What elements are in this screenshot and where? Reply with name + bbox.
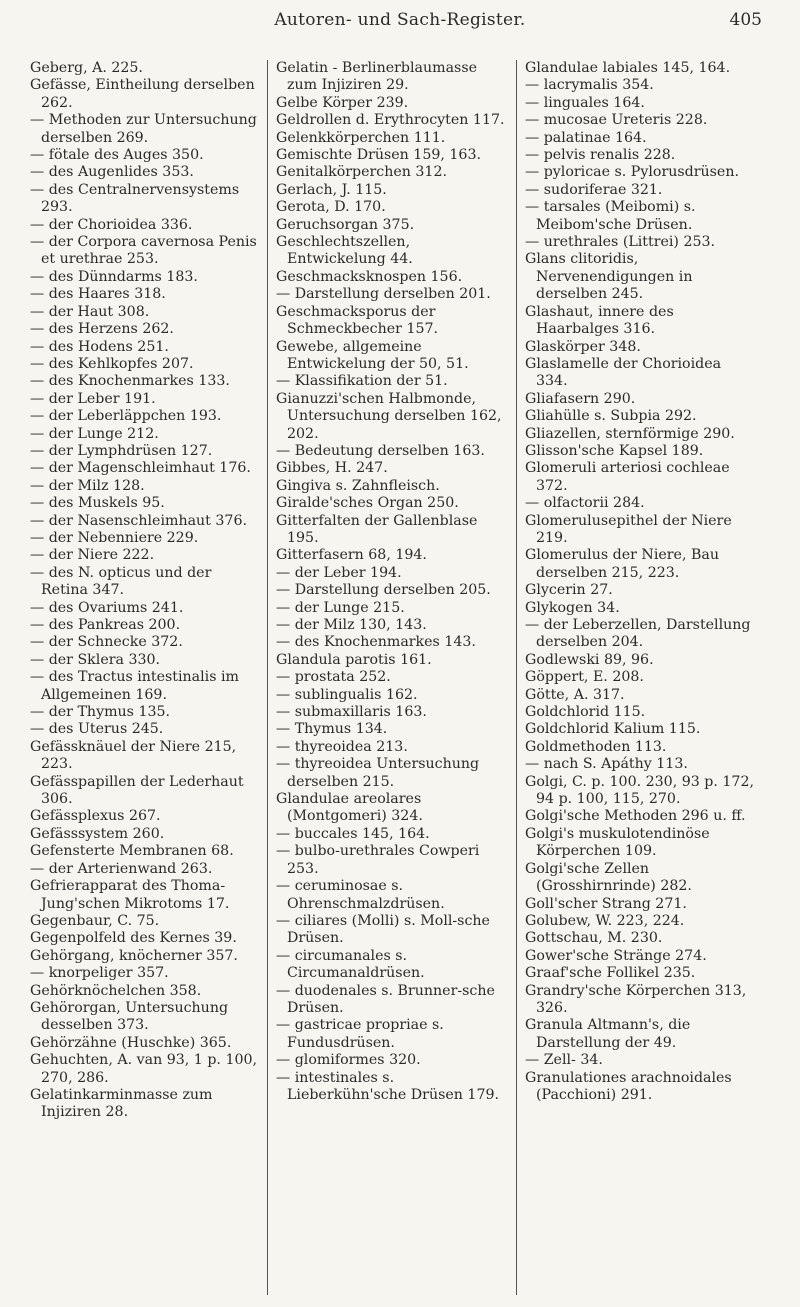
index-entry: — palatinae 164.	[525, 129, 647, 146]
index-entry: — des Muskels 95.	[30, 495, 165, 512]
index-entry: — der Corpora cavernosa Penis et urethrae 253.	[30, 234, 257, 268]
index-entry: — des Centralnervensystems 293.	[30, 181, 240, 216]
index-column-1	[30, 60, 260, 1122]
index-column-2	[276, 60, 506, 1104]
column-divider	[516, 60, 517, 1295]
index-entry: Götte, A. 317.	[525, 686, 625, 703]
index-entry: Golgi'sche Zellen (Grosshirnrinde) 282.	[525, 860, 692, 895]
index-entry: — thyreoidea Untersuchung derselben 215.	[276, 756, 480, 790]
index-entry: Gefrierapparat des Thoma-Jung'schen Mikrotoms 17.	[30, 878, 230, 912]
index-entry: Goldchlorid 115.	[525, 704, 646, 721]
index-entry: — der Arterienwand 263.	[30, 860, 213, 877]
index-entry: — der Schnecke 372.	[30, 634, 183, 651]
index-entry: Gefensterte Membranen 68.	[30, 843, 234, 860]
index-entry: — prostata 252.	[276, 669, 391, 686]
index-entry: Gefässpapillen der Lederhaut 306.	[30, 773, 244, 808]
index-entry: — des Ovariums 241.	[30, 599, 184, 616]
index-entry: Glomeruli arteriosi cochleae 372.	[525, 460, 730, 494]
index-entry: — glomiformes 320.	[276, 1052, 421, 1069]
index-entry: — der Milz 128.	[30, 477, 145, 494]
index-entry: Godlewski 89, 96.	[525, 651, 654, 668]
index-entry: Goldmethoden 113.	[525, 738, 667, 755]
index-entry: Gemischte Drüsen 159, 163.	[276, 147, 481, 164]
index-entry: — des Knochenmarkes 143.	[276, 634, 476, 651]
index-entry: — der Magenschleimhaut 176.	[30, 460, 251, 477]
index-entry: Gehörknöchelchen 358.	[30, 982, 202, 999]
index-entry: Gelatin - Berlinerblaumasse zum Injiziren 29.	[276, 60, 477, 94]
index-entry: — ciliares (Molli) s. Moll-sche Drüsen.	[276, 912, 490, 947]
index-entry: Geberg, A. 225.	[30, 60, 143, 76]
index-entry: — der Chorioidea 336.	[30, 216, 193, 233]
index-entry: Gliazellen, sternförmige 290.	[525, 425, 735, 442]
index-entry: Glaslamelle der Chorioidea 334.	[525, 355, 722, 390]
index-entry: Gitterfalten der Gallenblase 195.	[276, 512, 478, 546]
index-entry: — gastricae propriae s. Fundusdrüsen.	[276, 1017, 444, 1051]
index-entry: — pyloricae s. Pylorusdrüsen.	[525, 164, 739, 181]
index-entry: — der Leberläppchen 193.	[30, 408, 222, 425]
index-entry: Gerlach, J. 115.	[276, 181, 387, 198]
index-entry: — pelvis renalis 228.	[525, 147, 676, 164]
index-entry: — der Leberzellen, Darstellung derselben 204.	[525, 617, 751, 651]
index-entry: Gibbes, H. 247.	[276, 460, 388, 477]
index-entry: Glisson'sche Kapsel 189.	[525, 442, 704, 459]
index-entry: — duodenales s. Brunner-sche Drüsen.	[276, 982, 495, 1016]
index-entry: — des Knochenmarkes 133.	[30, 373, 230, 390]
index-columns	[30, 60, 775, 1295]
index-entry: — linguales 164.	[525, 94, 645, 111]
index-entry: — circumanales s. Circumanaldrüsen.	[276, 947, 425, 982]
index-entry: — submaxillaris 163.	[276, 704, 427, 721]
index-entry: Gianuzzi'schen Halbmonde, Untersuchung derselben 162, 202.	[276, 390, 502, 442]
index-entry: — sublingualis 162.	[276, 686, 418, 703]
index-entry: — der Niere 222.	[30, 547, 155, 564]
index-entry: — tarsales (Meibomi) s. Meibom'sche Drüsen.	[525, 199, 696, 233]
index-entry: Glaskörper 348.	[525, 338, 641, 355]
index-entry: Geschlechtszellen, Entwickelung 44.	[276, 234, 413, 268]
index-entry: — des Haares 318.	[30, 286, 166, 303]
running-title: Autoren- und Sach-Register.	[274, 10, 526, 30]
index-entry: — ceruminosae s. Ohrenschmalzdrüsen.	[276, 878, 445, 912]
index-entry: Geruchsorgan 375.	[276, 216, 415, 233]
index-entry: Golgi's muskulotendinöse Körperchen 109.	[525, 825, 710, 860]
index-entry: — der Lunge 215.	[276, 599, 405, 616]
index-entry: Gehörorgan, Untersuchung desselben 373.	[30, 999, 229, 1034]
index-entry: — Zell- 34.	[525, 1052, 603, 1069]
index-entry: Glans clitoridis, Nervenendigungen in derselben 245.	[525, 251, 693, 303]
index-entry: Glandulae areolares (Montgomeri) 324.	[276, 791, 423, 825]
index-entry: — buccales 145, 164.	[276, 825, 430, 842]
index-entry: Glykogen 34.	[525, 599, 620, 616]
index-entry: — des Kehlkopfes 207.	[30, 355, 194, 372]
index-entry: Geldrollen d. Erythrocyten 117.	[276, 112, 505, 129]
index-entry: Gerota, D. 170.	[276, 199, 386, 216]
index-entry: — des Dünndarms 183.	[30, 268, 198, 285]
index-entry: Golgi'sche Methoden 296 u. ff.	[525, 808, 746, 825]
index-entry: — Darstellung derselben 205.	[276, 582, 491, 599]
index-entry: — der Thymus 135.	[30, 704, 171, 721]
index-entry: Gliafasern 290.	[525, 390, 636, 407]
index-entry: — intestinales s. Lieberkühn'sche Drüsen 179.	[276, 1069, 500, 1103]
index-entry: Göppert, E. 208.	[525, 669, 644, 686]
index-entry: Glandula parotis 161.	[276, 651, 432, 668]
index-entry: — des Augenlides 353.	[30, 164, 194, 181]
index-entry: Goldchlorid Kalium 115.	[525, 721, 701, 738]
index-entry: Gelenkkörperchen 111.	[276, 129, 446, 146]
index-entry: Grandry'sche Körperchen 313, 326.	[525, 982, 747, 1016]
index-entry: Genitalkörperchen 312.	[276, 164, 447, 181]
index-entry: — nach S. Apáthy 113.	[525, 756, 688, 773]
index-entry: Gefässknäuel der Niere 215, 223.	[30, 738, 237, 773]
index-entry: — der Nasenschleimhaut 376.	[30, 512, 247, 529]
index-entry: — der Sklera 330.	[30, 651, 161, 668]
index-entry: — des Herzens 262.	[30, 321, 174, 338]
index-entry: — fötale des Auges 350.	[30, 147, 204, 164]
index-entry: Gottschau, M. 230.	[525, 930, 663, 947]
index-entry: Gehörzähne (Huschke) 365.	[30, 1034, 232, 1051]
index-entry: Gehuchten, A. van 93, 1 p. 100, 270, 286.	[30, 1052, 258, 1086]
index-entry: Granula Altmann's, die Darstellung der 49.	[525, 1017, 691, 1051]
page-header	[0, 8, 800, 38]
index-entry: Glomerulusepithel der Niere 219.	[525, 512, 732, 546]
index-entry: — der Leber 191.	[30, 390, 156, 407]
index-entry: Golubew, W. 223, 224.	[525, 912, 685, 929]
index-entry: — der Nebenniere 229.	[30, 529, 199, 546]
index-entry: — Thymus 134.	[276, 721, 388, 738]
index-entry: — bulbo-urethrales Cowperi 253.	[276, 843, 480, 877]
index-entry: Giralde'sches Organ 250.	[276, 495, 459, 512]
index-entry: — des Uterus 245.	[30, 721, 164, 738]
index-entry: Gegenbaur, C. 75.	[30, 912, 160, 929]
index-entry: Golgi, C. p. 100. 230, 93 p. 172, 94 p. 100, 115, 270.	[525, 773, 754, 808]
index-entry: Geschmacksporus der Schmeckbecher 157.	[276, 303, 439, 338]
index-entry: Gliahülle s. Subpia 292.	[525, 408, 697, 425]
index-entry: — lacrymalis 354.	[525, 77, 654, 94]
index-entry: — urethrales (Littrei) 253.	[525, 234, 716, 251]
index-entry: — des N. opticus und der Retina 347.	[30, 564, 212, 599]
index-entry: Gegenpolfeld des Kernes 39.	[30, 930, 237, 947]
index-entry: — des Hodens 251.	[30, 338, 169, 355]
index-entry: — Darstellung derselben 201.	[276, 286, 491, 303]
index-entry: — des Tractus intestinalis im Allgemeinen 169.	[30, 669, 239, 703]
index-entry: Gelatinkarminmasse zum Injiziren 28.	[30, 1086, 213, 1121]
index-entry: — des Pankreas 200.	[30, 617, 181, 633]
index-entry: — Klassifikation der 51.	[276, 373, 448, 390]
index-entry: Gelbe Körper 239.	[276, 94, 409, 111]
page-number: 405	[729, 10, 762, 30]
index-entry: — Methoden zur Untersuchung derselben 269.	[30, 112, 257, 146]
index-entry: Glycerin 27.	[525, 582, 613, 599]
index-entry: Gitterfasern 68, 194.	[276, 547, 427, 564]
index-entry: Goll'scher Strang 271.	[525, 895, 687, 912]
index-entry: Glashaut, innere des Haarbalges 316.	[525, 303, 674, 338]
index-entry: Glomerulus der Niere, Bau derselben 215, 223.	[525, 547, 719, 581]
column-divider	[267, 60, 268, 1295]
index-entry: Graaf'sche Follikel 235.	[525, 965, 696, 982]
index-entry: — knorpeliger 357.	[30, 965, 169, 982]
index-entry: — thyreoidea 213.	[276, 738, 408, 755]
index-entry: Geschmacksknospen 156.	[276, 268, 463, 285]
index-entry: — der Haut 308.	[30, 303, 150, 320]
index-entry: — mucosae Ureteris 228.	[525, 112, 708, 129]
index-entry: — Bedeutung derselben 163.	[276, 442, 485, 459]
index-entry: — der Lunge 212.	[30, 425, 159, 442]
index-entry: Gefässsystem 260.	[30, 825, 165, 842]
index-entry: Glandulae labiales 145, 164.	[525, 60, 731, 76]
index-column-3	[525, 60, 755, 1104]
index-entry: Gefässplexus 267.	[30, 808, 161, 825]
index-entry: — der Milz 130, 143.	[276, 617, 427, 633]
index-entry: Gehörgang, knöcherner 357.	[30, 947, 238, 964]
index-entry: Gingiva s. Zahnfleisch.	[276, 477, 440, 494]
index-entry: Granulationes arachnoidales (Pacchioni) 291.	[525, 1069, 732, 1103]
index-entry: Gewebe, allgemeine Entwickelung der 50, 51.	[276, 338, 469, 372]
index-entry: — der Leber 194.	[276, 564, 402, 581]
index-entry: — sudoriferae 321.	[525, 181, 663, 198]
index-entry: — olfactorii 284.	[525, 495, 645, 512]
index-entry: — der Lymphdrüsen 127.	[30, 442, 213, 459]
index-entry: Gower'sche Stränge 274.	[525, 947, 707, 964]
index-entry: Gefässe, Eintheilung derselben 262.	[30, 77, 255, 111]
